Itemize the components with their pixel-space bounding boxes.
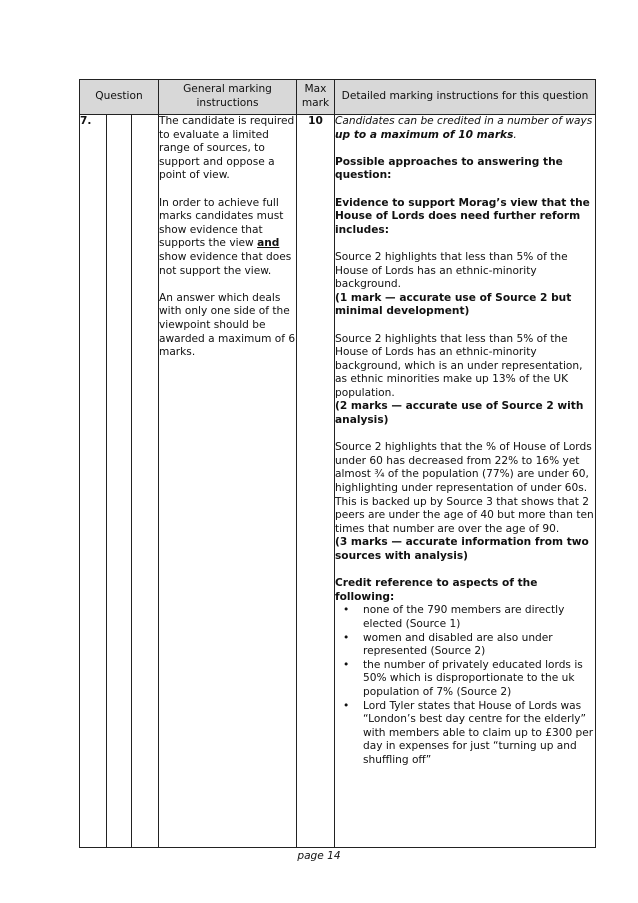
example-1: [335, 251, 595, 319]
example-2-text: Source 2 highlights that less than 5% of the House of Lords has an ethnic-minority background, which is an under representation, as ethnic minorities make up 13% of the UK population.: [335, 332, 583, 399]
example-1-text: Source 2 highlights that less than 5% of the House of Lords has an ethnic-minority background.: [335, 250, 568, 291]
header-question: Question: [80, 80, 159, 115]
page-number: page 14: [297, 850, 341, 862]
max-mark-value: 10: [297, 115, 335, 848]
detailed-lead-text: Candidates can be credited in a number of ways: [335, 115, 593, 127]
credit-item-4: Lord Tyler states that House of Lords was “London’s best day centre for the elderly” with members able to claim up to £300 per day in expenses for just “turning up and shuffling off”: [363, 699, 594, 766]
credit-item-1: none of the 790 members are directly elected (Source 1): [363, 604, 565, 630]
header-detailed-marking: Detailed marking instructions for this question: [335, 80, 596, 115]
general-instruction-3: An answer which deals with only one side of the viewpoint should be awarded a maximum of 6 marks.: [159, 291, 296, 359]
general-instruction-1: The candidate is required to evaluate a limited range of sources, to support and oppose a point of view.: [159, 115, 295, 182]
example-3-mark: (3 marks — accurate information from two sources with analysis): [335, 536, 589, 562]
detailed-instructions-cell: [335, 115, 596, 848]
general-instruction-2-after: show evidence that does not support the view.: [159, 250, 292, 277]
question-subpart-cell: [107, 115, 132, 848]
credit-item-2: women and disabled are also under represented (Source 2): [363, 631, 553, 658]
example-3: [335, 441, 595, 563]
bullet-icon: •: [343, 658, 350, 671]
list-item: [343, 658, 595, 700]
bullet-icon: •: [343, 604, 350, 617]
detailed-lead-end: .: [513, 128, 517, 141]
example-2-mark: (2 marks — accurate use of Source 2 with analysis): [335, 400, 584, 427]
header-max-mark: Max mark: [297, 80, 335, 115]
question-number: 7.: [80, 115, 107, 848]
header-general-marking: General marking instructions: [159, 80, 297, 115]
detailed-lead: [335, 115, 595, 142]
question-subsubpart-cell: [132, 115, 159, 848]
detailed-lead-bold: up to a maximum of 10 marks: [335, 128, 514, 141]
approaches-heading: Possible approaches to answering the question:: [335, 155, 563, 182]
list-item: [343, 699, 595, 768]
example-3-text: Source 2 highlights that the % of House of Lords under 60 has decreased from 22% to 16% yet almost ¾ of the population (77%) are under 60, highlighting under representation of under 60s. This is backed up by Source 3 that shows that 2 peers are under the age of 40 but more than ten times that number are over the age of 90.: [335, 441, 594, 535]
general-instruction-2-and: and: [257, 237, 280, 250]
example-1-mark: (1 mark — accurate use of Source 2 but minimal development): [335, 291, 572, 318]
general-instructions-cell: [159, 115, 297, 848]
example-2: [335, 333, 595, 428]
general-instruction-2-before: In order to achieve full marks candidates must show evidence that supports the view: [159, 196, 284, 250]
credit-heading: Credit reference to aspects of the following:: [335, 577, 538, 603]
credit-item-3: the number of privately educated lords is 50% which is disproportionate to the uk population of 7% (Source 2): [363, 658, 583, 698]
general-instruction-2: [159, 197, 296, 279]
bullet-icon: •: [343, 699, 350, 712]
marking-instructions-table: [79, 79, 596, 848]
list-item: [343, 604, 595, 631]
bullet-icon: •: [343, 631, 350, 644]
credit-list: [335, 604, 595, 767]
evidence-heading: Evidence to support Morag’s view that the House of Lords does need further reform includes:: [335, 196, 590, 236]
header-row: [80, 80, 596, 115]
question-row: [80, 115, 596, 848]
list-item: [343, 631, 595, 659]
